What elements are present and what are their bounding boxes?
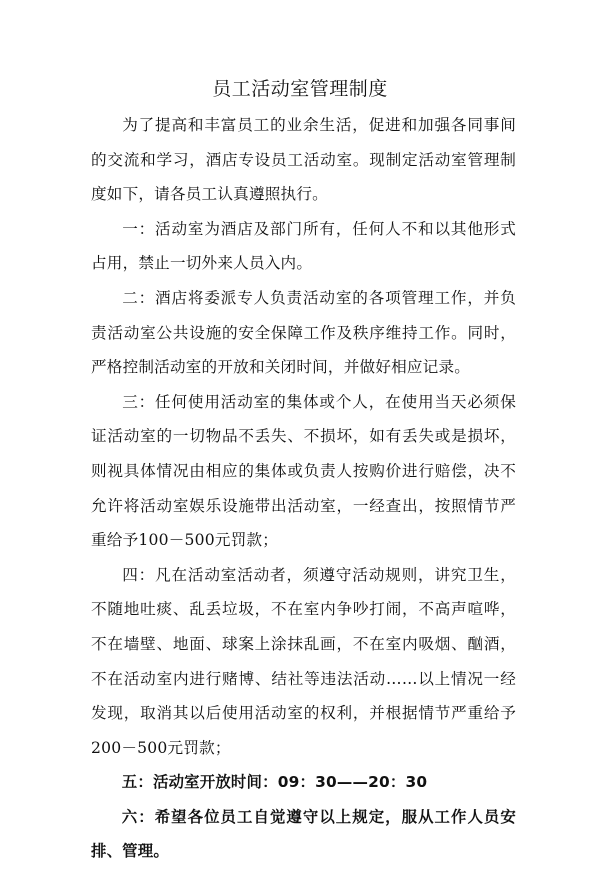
rule-4-paragraph: 四：凡在活动室活动者，须遵守活动规则，讲究卫生，不随地吐痰、乱丢垃圾，不在室内争吵打闹，不高声喧哗，不在墙壁、地面、球案上涂抹乱画，不在室内吸烟、酗酒，不在活动室内进行赌博、结社等违法活动……以上情况一经发现，取消其以后使用活动室的权利，并根据情节严重给予200－500元罚款； [91, 565, 516, 757]
intro-paragraph: 为了提高和丰富员工的业余生活，促进和加强各同事间的交流和学习，酒店专设员工活动室。现制定活动室管理制度如下，请各员工认真遵照执行。 [91, 116, 516, 204]
rule-2-paragraph: 二：酒店将委派专人负责活动室的各项管理工作，并负责活动室公共设施的安全保障工作及秩序维持工作。同时，严格控制活动室的开放和关闭时间，并做好相应记录。 [91, 288, 516, 377]
rule-5-paragraph: 五：活动室开放时间：09：30——20：30 [121, 773, 428, 792]
rule-3-paragraph: 三：任何使用活动室的集体或个人，在使用当天必须保证活动室的一切物品不丢失、不损坏，如有丢失或是损坏，则视具体情况由相应的集体或负责人按购价进行赔偿，决不允许将活动室娱乐设施带出活动室，一经查出，按照情节严重给予100－500元罚款； [91, 392, 516, 550]
document-body [91, 108, 516, 869]
rule-6-paragraph: 六：希望各位员工自觉遵守以上规定，服从工作人员安排、管理。 [91, 807, 516, 861]
rule-1-paragraph: 一：活动室为酒店及部门所有，任何人不和以其他形式占用，禁止一切外来人员入内。 [91, 219, 516, 273]
document-title: 员工活动室管理制度 [212, 78, 388, 100]
